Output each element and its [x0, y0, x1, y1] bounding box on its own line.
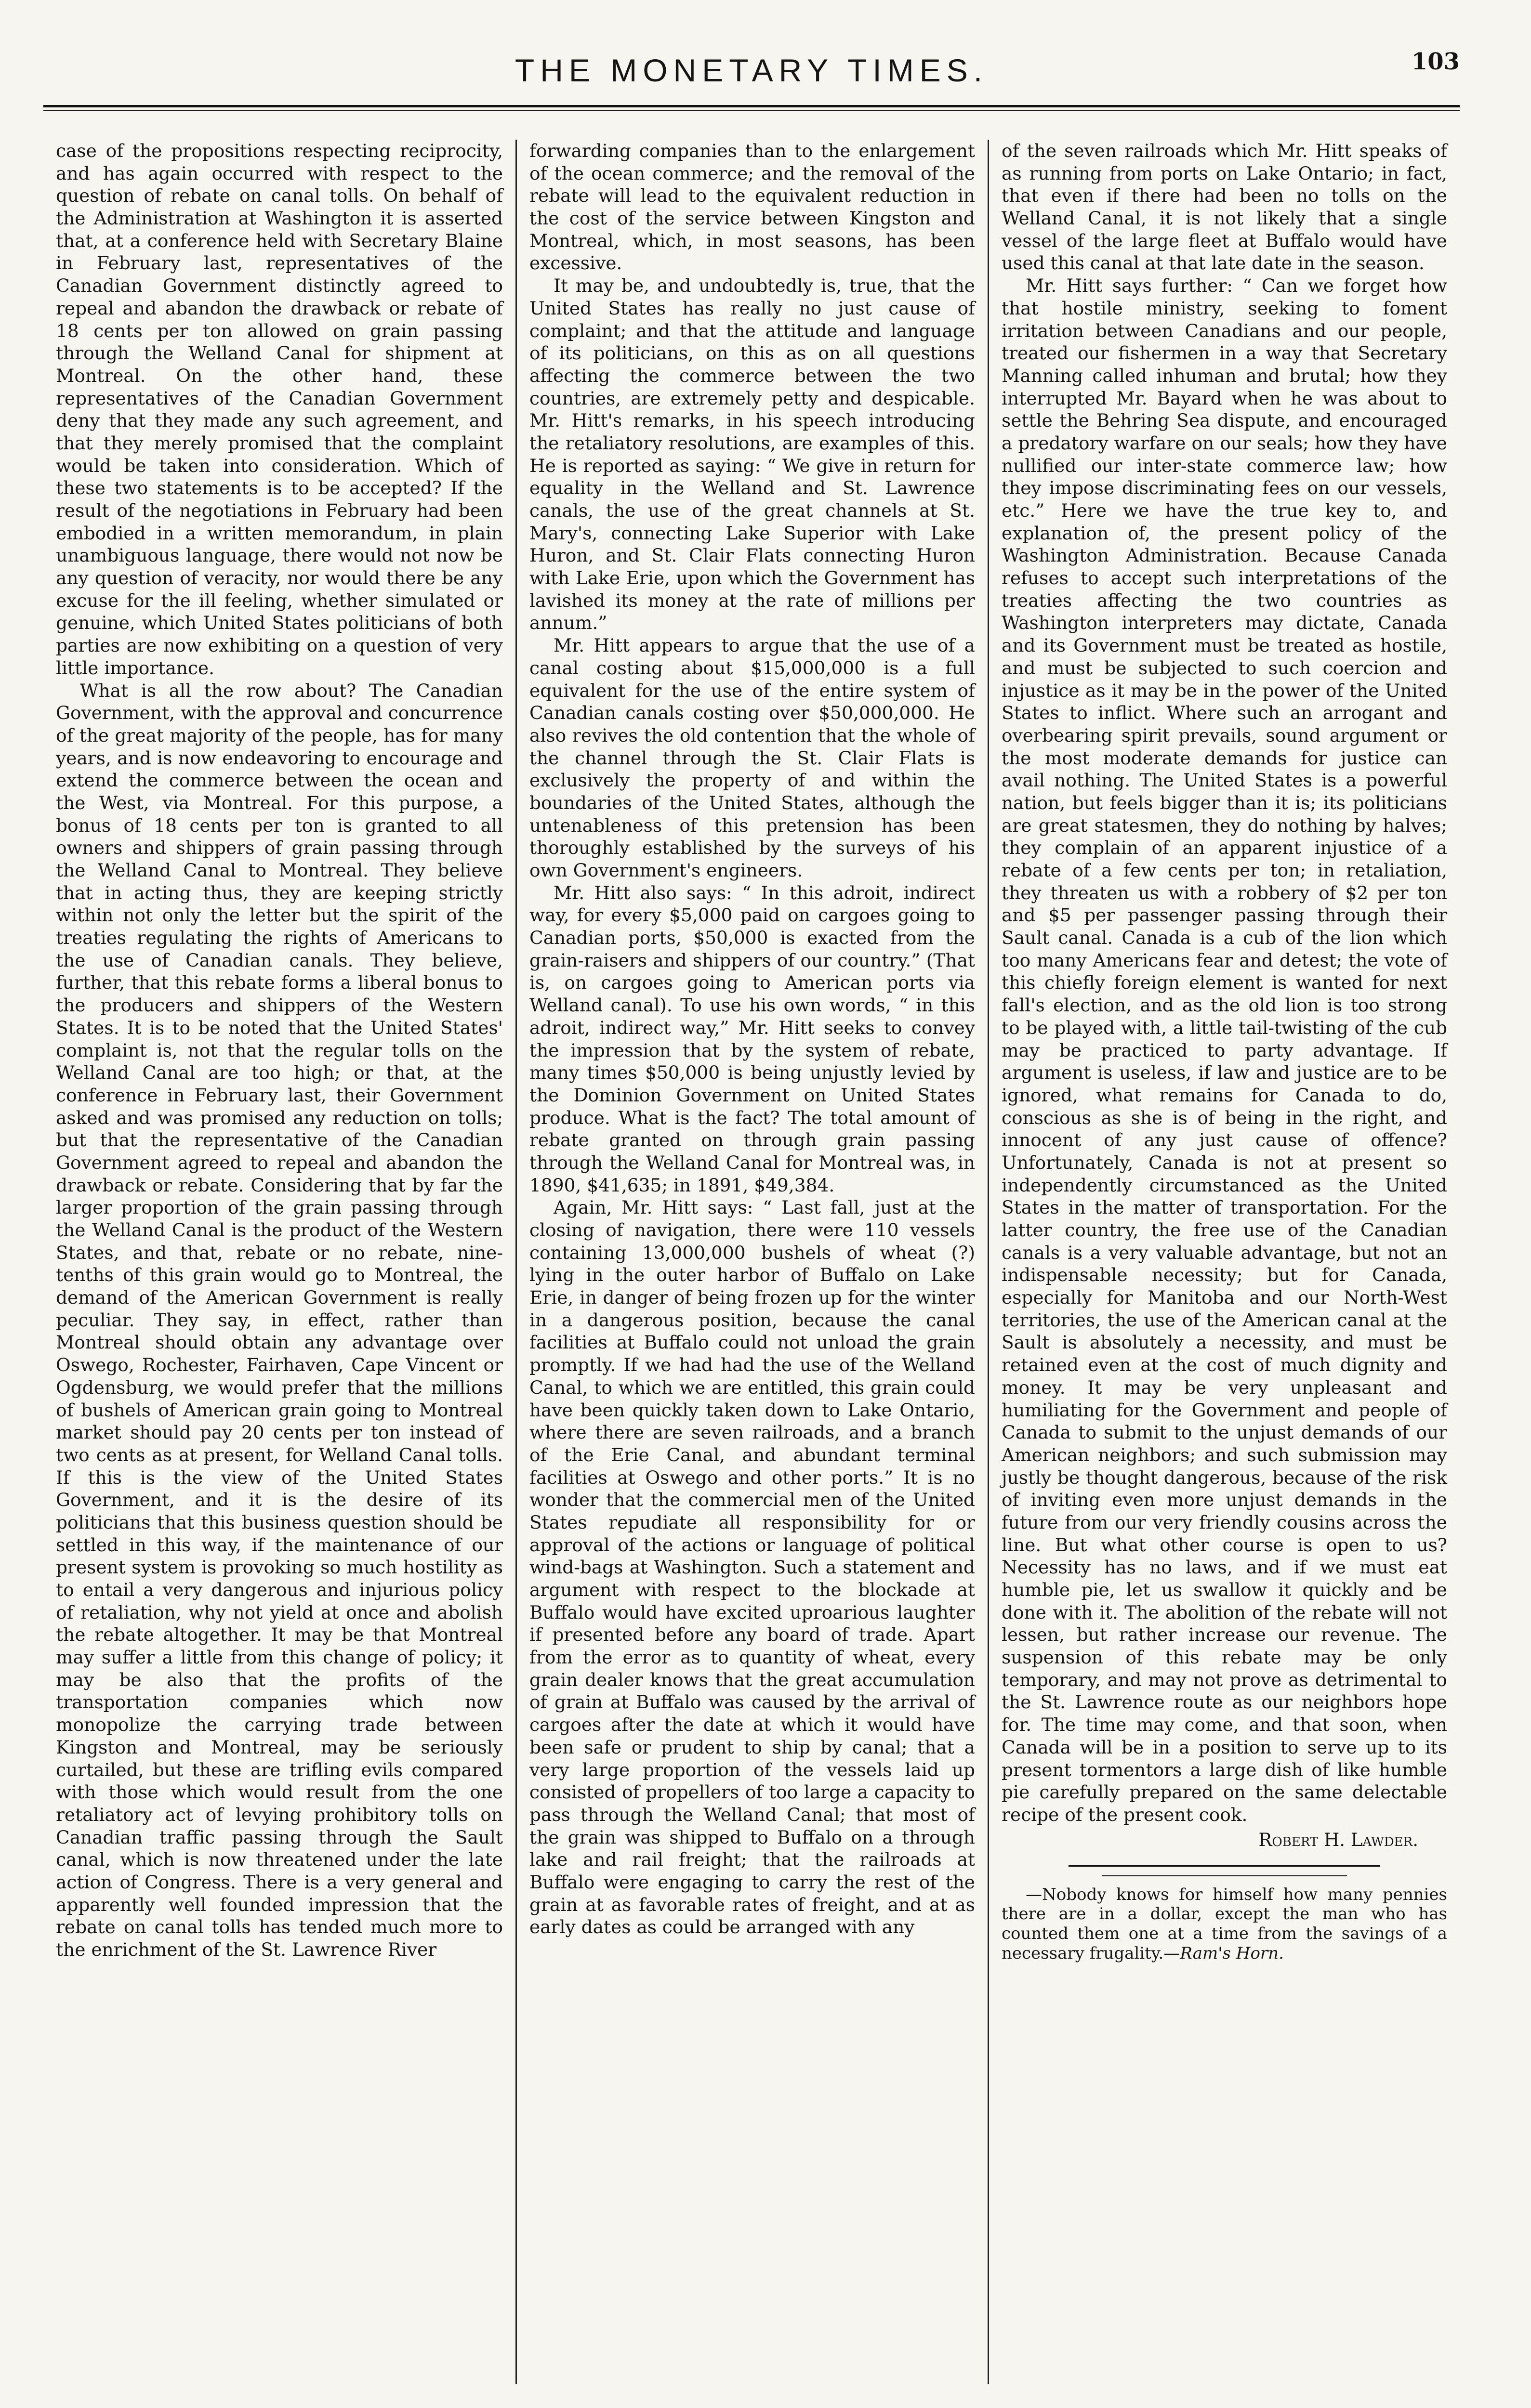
article-paragraph: Again, Mr. Hitt says: “ Last fall, just at the closing of navigation, there were 110 vessels containing 13,000,000 bushels of wheat (?) lying in the outer harbor of Buffalo on Lake Erie, in danger of being frozen up for the winter in a dangerous position, because the canal facilities at Buffalo could not unload the grain promptly. If we had had the use of the Welland Canal, to which we are entitled, this grain could have been quickly taken down to Lake Ontario, where there are seven railroads, and a branch of the Erie Canal, and abundant terminal facilities at Oswego and other ports.” It is no wonder that the commercial men of the United States repudiate all responsibility for or approval of the actions or language of political wind-bags at Washington. Such a statement and argument with respect to the blockade at Buffalo would have excited uproarious laughter if presented before any board of trade. Apart from the error as to quantity of wheat, every grain dealer knows that the great accumulation of grain at Buffalo was caused by the arrival of cargoes after the date at which it would have been safe or prudent to ship by canal; that a very large proportion of the vessels laid up consisted of propellers of too large a capacity to pass through the Welland Canal; that most of the grain was shipped to Buffalo on a through lake and rail freight; that the railroads at Buffalo were engaging to carry the rest of the grain at as favorable rates of freight, and at as early dates as could be arranged with any: [529, 1197, 975, 1938]
author-signature: Robert H. Lawder.: [1258, 1829, 1418, 1850]
article-columns: [43, 140, 1460, 2384]
article-paragraph: What is all the row about? The Canadian Government, with the approval and concurrence of the great majority of the people, has for many years, and is now endeavoring to encourage and extend the commerce between the ocean and the West, via Montreal. For this purpose, a bonus of 18 cents per ton is granted to all owners and shippers of grain passing through the Welland Canal to Montreal. They believe that in acting thus, they are keeping strictly within not only the letter but the spirit of the treaties regulating the rights of Americans to the use of Canadian canals. They believe, further, that this rebate forms a liberal bonus to the producers and shippers of the Western States. It is to be noted that the United States' complaint is, not that the regular tolls on the Welland Canal are too high; or that, at the conference in February last, their Government asked and was promised any reduction on tolls; but that the representative of the Canadian Government agreed to repeal and abandon the drawback or rebate. Considering that by far the larger proportion of the grain passing through the Welland Canal is the product of the Western States, and that, rebate or no rebate, nine-tenths of this grain would go to Montreal, the demand of the American Government is really peculiar. They say, in effect, rather than Montreal should obtain any advantage over Oswego, Rochester, Fairhaven, Cape Vincent or Ogdensburg, we would prefer that the millions of bushels of American grain going to Montreal market should pay 20 cents per ton instead of two cents as at present, for Welland Canal tolls. If this is the view of the United States Government, and it is the desire of its politicians that this business question should be settled in this way, if the maintenance of our present system is provoking so much hostility as to entail a very dangerous and injurious policy of retaliation, why not yield at once and abolish the rebate altogether. It may be that Montreal may suffer a little from this change of policy; it may be also that the profits of the transportation companies which now monopolize the carrying trade between Kingston and Montreal, may be seriously curtailed, but these are trifling evils compared with those which would result from the one retaliatory act of levying prohibitory tolls on Canadian traffic passing through the Sault canal, which is now threatened under the late action of Congress. There is a very general and apparently well founded impression that the rebate on canal tolls has tended much more to the enrichment of the St. Lawrence River: [56, 680, 503, 1960]
column-2: [515, 140, 988, 2384]
article-paragraph: case of the propositions respecting reciprocity, and has again occurred with respect to the question of rebate on canal tolls. On behalf of the Administration at Washington it is asserted that, at a conference held with Secretary Blaine in February last, representatives of the Canadian Government distinctly agreed to repeal and abandon the drawback or rebate of 18 cents per ton allowed on grain passing through the Welland Canal for shipment at Montreal. On the other hand, these representatives of the Canadian Government deny that they made any such agreement, and that they merely promised that the complaint would be taken into consideration. Which of these two statements is to be accepted? If the result of the negotiations in February had been embodied in a written memorandum, in plain unambiguous language, there would not now be any question of veracity, nor would there be any excuse for the ill feeling, whether simulated or genuine, which United States politicians of both parties are now exhibiting on a question of very little importance.: [56, 140, 503, 679]
article-paragraph: Mr. Hitt appears to argue that the use of a canal costing about $15,000,000 is a full equivalent for the use of the entire system of Canadian canals costing over $50,000,000. He also revives the old contention that the whole of the channel through the St. Clair Flats is exclusively the property of and within the boundaries of the United States, although the untenableness of this pretension has been thoroughly established by the surveys of his own Government's engineers.: [529, 635, 975, 881]
column-1: [43, 140, 515, 2384]
column-3: [988, 140, 1460, 2384]
page-header: [43, 48, 1460, 101]
article-end-rule-thin: [1102, 1875, 1347, 1876]
filler-note-text: —Nobody knows for himself how many pennies there are in a dollar, except the man who has counted them one at a time from the savings of a necessary frugality.—: [1002, 1885, 1447, 1963]
newspaper-page: [43, 48, 1460, 2389]
article-paragraph: forwarding companies than to the enlargement of the ocean commerce; and the removal of the rebate will lead to the equivalent reduction in the cost of the service between Kingston and Montreal, which, in most seasons, has been excessive.: [529, 140, 975, 274]
article-end-rule: [1069, 1865, 1381, 1867]
article-paragraph: Mr. Hitt also says: “ In this adroit, indirect way, for every $5,000 paid on cargoes going to Canadian ports, $50,000 is exacted from the grain-raisers and shippers of our country.” (That is, on cargoes going to American ports via Welland canal). To use his own words, “ in this adroit, indirect way,” Mr. Hitt seeks to convey the impression that by the system of rebate, many times $50,000 is being unjustly levied by the Dominion Government on United States produce. What is the fact? The total amount of rebate granted on through grain passing through the Welland Canal for Montreal was, in 1890, $41,635; in 1891, $49,384.: [529, 882, 975, 1196]
header-rule-thin: [43, 110, 1460, 111]
filler-note: [1002, 1885, 1447, 1963]
filler-note-source: Ram's Horn.: [1180, 1944, 1284, 1963]
column-3-body: [1002, 140, 1447, 1826]
article-paragraph: Mr. Hitt says further: “ Can we forget how that hostile ministry, seeking to foment irritation between Canadians and our people, treated our fishermen in a way that Secretary Manning called inhuman and brutal; how they interrupted Mr. Bayard when he was about to settle the Behring Sea dispute, and encouraged a predatory warfare on our seals; how they have nullified our inter-state commerce law; how they impose discriminating fees on our vessels, etc.” Here we have the true key to, and explanation of, the present policy of the Washington Administration. Because Canada refuses to accept such interpretations of the treaties affecting the two countries as Washington interpreters may dictate, Canada and its Government must be treated as hostile, and must be subjected to such coercion and injustice as it may be in the power of the United States to inflict. Where such an arrogant and overbearing spirit prevails, sound argument or the most moderate demands for justice can avail nothing. The United States is a powerful nation, but feels bigger than it is; its politicians are great statesmen, they do nothing by halves; they complain of an apparent injustice of a rebate of a few cents per ton; in retaliation, they threaten us with a robbery of $2 per ton and $5 per passenger passing through their Sault canal. Canada is a cub of the lion which too many Americans fear and detest; the vote of this chiefly foreign element is wanted for next fall's election, and as the old lion is too strong to be played with, a little tail-twisting of the cub may be practiced to party advantage. If argument is useless, if law and justice are to be ignored, what remains for Canada to do, conscious as she is of being in the right, and innocent of any just cause of offence? Unfortunately, Canada is not at present so independently circumstanced as the United States in the matter of transportation. For the latter country, the free use of the Canadian canals is a very valuable advantage, but not an indispensable necessity; but for Canada, especially for Manitoba and our North-West territories, the use of the American canal at the Sault is absolutely a necessity, and must be retained even at the cost of much dignity and money. It may be very unpleasant and humiliating for the Government and people of Canada to submit to the unjust demands of our American neighbors; and such submission may justly be thought dangerous, because of the risk of inviting even more unjust demands in the future from our very friendly cousins across the line. But what other course is open to us? Necessity has no laws, and if we must eat humble pie, let us swallow it quickly and be done with it. The abolition of the rebate will not lessen, but rather increase our revenue. The suspension of this rebate may be only temporary, and may not prove as detrimental to the St. Lawrence route as our neighbors hope for. The time may come, and that soon, when Canada will be in a position to serve up to its present tormentors a large dish of like humble pie carefully prepared on the same delectable recipe of the present cook.: [1002, 275, 1447, 1825]
article-paragraph: of the seven railroads which Mr. Hitt speaks of as running from ports on Lake Ontario; in fact, that even if there had been no tolls on the Welland Canal, it is not likely that a single vessel of the large fleet at Buffalo would have used this canal at that late date in the season.: [1002, 140, 1447, 274]
header-rule-thick: [43, 105, 1460, 107]
masthead: THE MONETARY TIMES.: [515, 52, 989, 88]
article-paragraph: It may be, and undoubtedly is, true, that the United States has really no just cause of complaint; and that the attitude and language of its politicians, on this as on all questions affecting the commerce between the two countries, are extremely petty and despicable. Mr. Hitt's remarks, in his speech introducing the retaliatory resolutions, are examples of this. He is reported as saying: “ We give in return for equality in the Welland and St. Lawrence canals, the use of the great channels at St. Mary's, connecting Lake Superior with Lake Huron, and St. Clair Flats connecting Huron with Lake Erie, upon which the Government has lavished its money at the rate of millions per annum.”: [529, 275, 975, 634]
page-number: 103: [1411, 48, 1460, 75]
